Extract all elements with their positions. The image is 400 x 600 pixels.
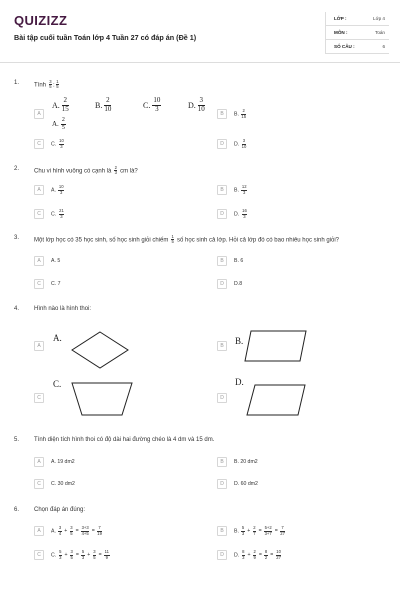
- meta-value: 6: [382, 44, 385, 49]
- option-d[interactable]: [217, 550, 282, 560]
- option-key-box[interactable]: C: [34, 479, 44, 489]
- quizizz-logo: QUIZIZZ: [14, 13, 68, 28]
- option-a[interactable]: [34, 109, 51, 119]
- operator: +: [247, 528, 251, 535]
- option-key-box[interactable]: D: [217, 209, 227, 219]
- operator: +: [247, 552, 251, 559]
- header-divider: [0, 62, 400, 63]
- option-label: D. 60 dm2: [234, 481, 258, 487]
- option-expression: [234, 526, 286, 536]
- option-key-box[interactable]: C: [34, 393, 44, 403]
- operator: +: [64, 528, 68, 535]
- fraction: $\frac{1}{5}$: [171, 234, 174, 245]
- fraction: $\frac{3}{5}$: [70, 549, 73, 560]
- option-a-label: A. $\frac{2}{5}$: [52, 117, 65, 131]
- option-a[interactable]: [34, 185, 65, 195]
- fraction: $\frac{3}{5}$: [93, 549, 96, 560]
- option-key-box[interactable]: A: [34, 185, 44, 195]
- question-number: 1.: [14, 80, 20, 86]
- question-text: Hình nào là hình thoi:: [34, 306, 92, 312]
- option-a[interactable]: [34, 457, 75, 467]
- operator: =: [91, 528, 95, 535]
- fraction: $\frac{5}{3}$: [59, 549, 62, 560]
- operator: =: [258, 528, 262, 535]
- option-c[interactable]: [34, 139, 65, 149]
- option-key-box[interactable]: D: [217, 550, 227, 560]
- option-key-box[interactable]: C: [34, 139, 44, 149]
- option-c[interactable]: [34, 209, 65, 219]
- shape-label-b: B.: [235, 336, 244, 346]
- operator: +: [64, 552, 68, 559]
- operator: :: [53, 82, 55, 89]
- option-key-box[interactable]: A: [34, 526, 44, 536]
- option-label: C. $\frac{21}{3}$: [51, 208, 64, 219]
- meta-row-count: [326, 40, 389, 54]
- operator: +: [87, 552, 91, 559]
- option-d[interactable]: [217, 393, 234, 403]
- option-expression: [51, 550, 111, 560]
- option-key-box[interactable]: B: [217, 256, 227, 266]
- option-b[interactable]: [217, 341, 234, 351]
- option-b[interactable]: [217, 457, 258, 467]
- fraction: $\frac{7}{27}$: [280, 525, 285, 536]
- shape-label-a: A.: [53, 333, 62, 343]
- option-label: B. 20 dm2: [234, 459, 258, 465]
- meta-row-class: [326, 12, 389, 26]
- rhombus-shape: [70, 330, 130, 370]
- option-key-box[interactable]: A: [34, 109, 44, 119]
- fraction: $\frac{8}{2}$: [264, 549, 268, 560]
- operator: =: [75, 528, 79, 535]
- operator: =: [98, 552, 102, 559]
- meta-key: MÔN :: [334, 30, 348, 35]
- meta-key: LỚP :: [334, 16, 347, 21]
- fraction: $\frac{8}{3}$: [242, 549, 245, 560]
- option-label: D. $\frac{16}{3}$: [234, 208, 247, 219]
- option-label: A. 5: [51, 258, 61, 264]
- option-key-box[interactable]: C: [34, 550, 44, 560]
- fraction: $\frac{2}{3}$: [114, 165, 117, 176]
- shape-label-c: C.: [53, 379, 62, 389]
- option-prefix: D.: [234, 552, 241, 559]
- fraction: $\frac{1}{5}$: [56, 79, 59, 90]
- option-key-box[interactable]: A: [34, 457, 44, 467]
- option-key-box[interactable]: D: [217, 393, 227, 403]
- option-d[interactable]: [217, 209, 248, 219]
- option-expression: [234, 550, 282, 560]
- option-label: A. 19 dm2: [51, 459, 75, 465]
- question-number: 6.: [14, 507, 20, 513]
- option-label: B. $\frac{2}{15}$: [234, 108, 247, 119]
- option-expression: [51, 526, 103, 536]
- option-key-box[interactable]: B: [217, 457, 227, 467]
- option-label: B. $\frac{12}{3}$: [234, 184, 247, 195]
- option-d[interactable]: [217, 139, 247, 149]
- question-number: 3.: [14, 235, 20, 241]
- option-prefix: B.: [234, 528, 241, 535]
- inline-choice-a: A. $\frac{2}{15}$: [52, 96, 69, 113]
- fraction: $\frac{3}{5}$: [70, 525, 73, 536]
- option-key-box[interactable]: B: [217, 109, 227, 119]
- operator: =: [274, 528, 278, 535]
- option-prefix: C.: [51, 552, 58, 559]
- option-b[interactable]: [217, 526, 286, 536]
- question-text: Chọn đáp án đúng:: [34, 507, 86, 513]
- option-b[interactable]: [217, 109, 247, 119]
- option-a[interactable]: [34, 526, 103, 536]
- option-key-box[interactable]: A: [34, 256, 44, 266]
- option-key-box[interactable]: B: [217, 185, 227, 195]
- option-b[interactable]: [217, 256, 243, 266]
- inline-choice-d: D. $\frac{3}{10}$: [188, 96, 205, 113]
- option-key-box[interactable]: A: [34, 341, 44, 351]
- fraction: $\frac{10}{27}$: [276, 549, 281, 560]
- option-c[interactable]: [34, 479, 75, 489]
- option-d[interactable]: [217, 279, 242, 289]
- question-number: 5.: [14, 437, 20, 443]
- question-text: Một lớp học có 35 học sinh, số học sinh giỏi chiếm $\frac{1}{5}$ số học sinh cả lớp. Hỏi cả lớp đó có bao nhiêu học sinh giỏi?: [34, 234, 339, 245]
- meta-panel: [325, 12, 389, 54]
- option-key-box[interactable]: C: [34, 209, 44, 219]
- fraction: $\frac{5+2}{3+7}$: [264, 525, 272, 536]
- rhombus-slanted-shape: [245, 382, 309, 418]
- question-number: 2.: [14, 166, 20, 172]
- option-d[interactable]: [217, 479, 258, 489]
- option-label: A. $\frac{10}{3}$: [51, 184, 64, 195]
- question-text: [34, 80, 60, 90]
- option-prefix: A.: [51, 528, 58, 535]
- fraction: $\frac{3}{4}$: [58, 525, 62, 536]
- operator: =: [270, 552, 274, 559]
- option-label: C. $\frac{10}{3}$: [51, 138, 64, 149]
- worksheet-title: Bài tập cuối tuần Toán lớp 4 Tuần 27 có đáp án (Đề 1): [14, 33, 197, 42]
- inline-choice-b: B. $\frac{2}{10}$: [95, 96, 112, 113]
- option-key-box[interactable]: D: [217, 479, 227, 489]
- option-key-box[interactable]: C: [34, 279, 44, 289]
- option-key-box[interactable]: D: [217, 139, 227, 149]
- option-key-box[interactable]: D: [217, 279, 227, 289]
- question-text-label: Tính: [34, 82, 47, 89]
- meta-key: SỐ CÂU :: [334, 44, 355, 49]
- fraction: $\frac{3}{5}$: [49, 79, 52, 90]
- fraction: $\frac{7}{19}$: [97, 525, 102, 536]
- option-label: D. $\frac{3}{10}$: [234, 138, 247, 149]
- trapezoid-shape: [70, 380, 134, 418]
- meta-value: Toán: [375, 30, 385, 35]
- option-key-box[interactable]: B: [217, 526, 227, 536]
- fraction: $\frac{5}{3}$: [81, 549, 85, 560]
- question-text: Chu vi hình vuông có cạnh là $\frac{2}{3}$ cm là?: [34, 165, 138, 176]
- operator: =: [258, 552, 262, 559]
- option-a[interactable]: [34, 341, 51, 351]
- operator: =: [75, 552, 79, 559]
- fraction: $\frac{2}{9}$: [253, 549, 256, 560]
- parallelogram-shape: [243, 328, 309, 364]
- option-c[interactable]: [34, 393, 51, 403]
- meta-row-subject: [326, 26, 389, 40]
- inline-choice-c: C. $\frac{10}{3}$: [143, 96, 161, 113]
- shape-label-d: D.: [235, 377, 244, 387]
- fraction: $\frac{5}{3}$: [241, 525, 245, 536]
- fraction: $\frac{11}{9}$: [104, 549, 109, 560]
- question-text: Tính diện tích hình thoi có độ dài hai đường chéo là 4 dm và 15 dm.: [34, 437, 215, 443]
- option-label: C. 7: [51, 281, 61, 287]
- option-c[interactable]: [34, 279, 61, 289]
- question-number: 4.: [14, 306, 20, 312]
- option-b[interactable]: [217, 185, 248, 195]
- option-label: C. 30 dm2: [51, 481, 75, 487]
- meta-value: Lớp 4: [373, 16, 385, 21]
- option-key-box[interactable]: B: [217, 341, 227, 351]
- option-label: D.8: [234, 281, 243, 287]
- option-a[interactable]: [34, 256, 60, 266]
- fraction: $\frac{3+3}{4+5}$: [81, 525, 89, 536]
- option-label: B. 6: [234, 258, 244, 264]
- fraction: $\frac{2}{7}$: [253, 525, 256, 536]
- option-c[interactable]: [34, 550, 111, 560]
